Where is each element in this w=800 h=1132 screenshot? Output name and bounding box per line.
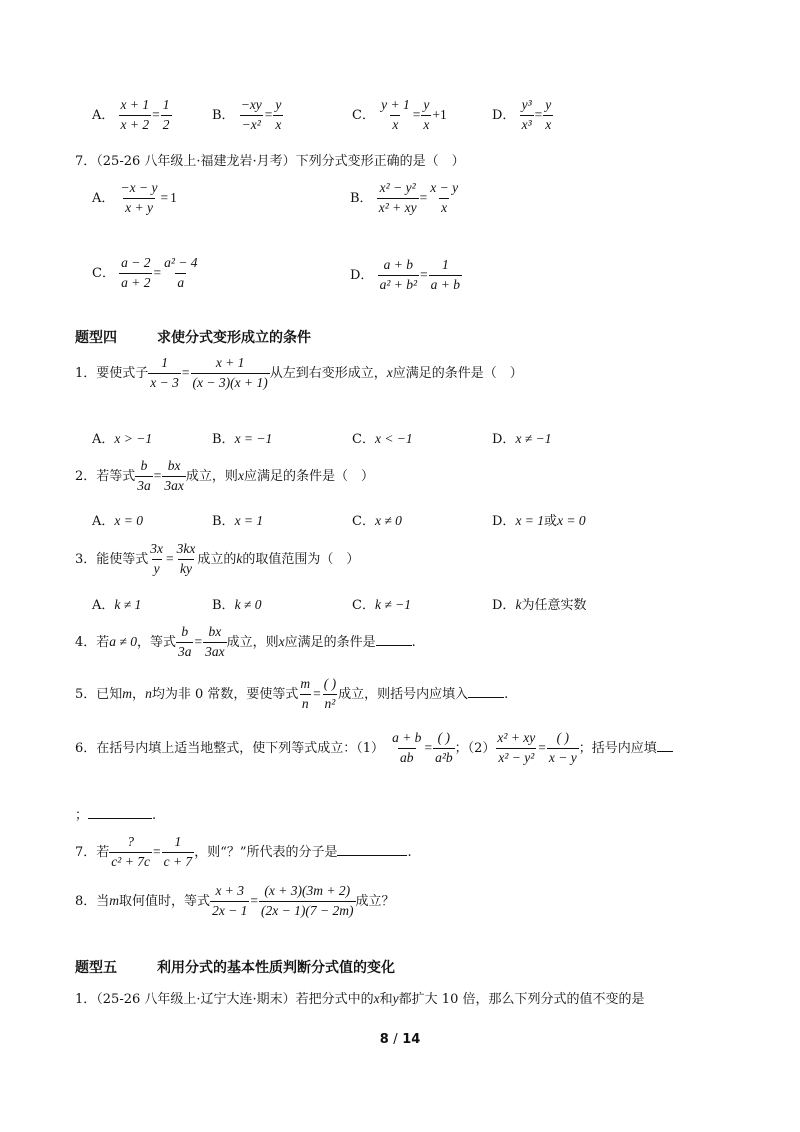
fraction: $\frac{y}{x}$ <box>545 97 552 132</box>
s4-question-1: 1．要使式子 $\frac{1}{x - 3}$ = $\frac{x + 1}{(x - 3)(x + 1)}$ 从左到右变形成立，x应满足的条件是（ ） <box>75 355 523 390</box>
answer-blank[interactable] <box>88 806 152 819</box>
fraction: $\frac{a + b}{\text{a² + b²}}$ <box>379 257 418 292</box>
fraction: $\frac{1}{c + 7}$ <box>163 834 193 869</box>
s4-question-5: 5．已知m，n均为非 0 常数，要使等式 $\frac{m}{n}$ = $\frac{( )}{\text{n²}}$ 成立，则括号内应填入 . <box>75 676 509 711</box>
question-7-stem: 7．（25-26 八年级上·福建龙岩·月考）下列分式变形正确的是（ ） <box>75 154 465 169</box>
s4q1-option-d: D．x ≠ −1 <box>492 431 552 447</box>
s4q1-option-b: B．x = −1 <box>212 431 273 447</box>
fraction: $\frac{3kx}{ky}$ <box>176 541 196 576</box>
fraction: $\frac{y}{x}$ <box>423 97 430 132</box>
s4q3-option-c: C．k ≠ −1 <box>352 597 411 613</box>
fraction: $\frac{x - y}{x}$ <box>430 180 459 215</box>
fraction: $\frac{x + 3}{2x - 1}$ <box>212 883 248 918</box>
page-number: 8 / 14 <box>379 1032 421 1047</box>
fraction: $\frac{\text{y³}}{\text{x³}}$ <box>521 97 532 132</box>
s4-question-4: 4．若a ≠ 0，等式 $\frac{b}{3a}$ = $\frac{bx}{3ax}$ 成立，则x应满足的条件是 . <box>75 624 416 659</box>
fraction: $\frac{( )}{\text{n²}}$ <box>323 676 337 711</box>
s4q2-option-d: D．x = 1或x = 0 <box>492 513 586 529</box>
answer-blank[interactable] <box>468 685 504 698</box>
q6-option-c: C． $\frac{y + 1}{x}$ = $\frac{y}{x}$ +1 <box>352 97 447 132</box>
q7-option-a: A． $\frac{-x - y}{x + y}$ = 1 <box>92 180 177 215</box>
q6-option-a: A． $\frac{x + 1}{x + 2}$ = $\frac{1}{2}$ <box>92 97 170 132</box>
s4-question-7: 7．若 $\frac{?}{\text{c² + 7c}}$ = $\frac{1}{c + 7}$ ，则“？”所代表的分子是 . <box>75 834 412 869</box>
q6-option-b: B． $\frac{-xy}{\text{−x²}}$ = $\frac{y}{x}$ <box>212 97 282 132</box>
section-heading-4: 题型四 求使分式变形成立的条件 <box>75 330 311 346</box>
fraction: $\frac{( )}{x - y}$ <box>548 730 577 765</box>
s4-question-6: 6．在括号内填上适当地整式，使下列等式成立：（1） $\frac{a + b}{ab}$ = $\frac{( )}{\text{a²b}}$ ；（2） $\frac{\text{x² + xy}}{\text{x² − y²}}$ = $\frac{( )}{x - y}$ ；括号内应填 <box>75 730 673 767</box>
s5-question-1: 1．（25-26 八年级上·辽宁大连·期末）若把分式中的x和y都扩大 10 倍，那么下列分式的值不变的是 <box>75 991 645 1007</box>
s4q1-option-a: A．x > −1 <box>92 431 153 447</box>
section-heading-5: 题型五 利用分式的基本性质判断分式值的变化 <box>75 960 395 976</box>
fraction: $\frac{a - 2}{a + 2}$ <box>121 255 151 290</box>
fraction: $\frac{b}{3a}$ <box>177 624 192 659</box>
q6-option-d: D． $\frac{\text{y³}}{\text{x³}}$ = $\frac{y}{x}$ <box>492 97 552 132</box>
q7-option-c: C． $\frac{a - 2}{a + 2}$ = $\frac{\text{a² − 4}}{a}$ <box>92 255 198 290</box>
s4q1-option-c: C．x < −1 <box>352 431 413 447</box>
s4-question-6-line2: ； . <box>75 808 157 823</box>
fraction: $\frac{bx}{3ax}$ <box>205 624 225 659</box>
fraction: $\frac{1}{2}$ <box>162 97 170 132</box>
fraction: $\frac{b}{3a}$ <box>137 458 151 493</box>
s4q3-option-a: A．k ≠ 1 <box>92 597 142 613</box>
fraction: $\frac{?}{\text{c² + 7c}}$ <box>111 834 150 869</box>
fraction: $\frac{m}{n}$ <box>300 676 311 711</box>
s4q3-option-b: B．k ≠ 0 <box>212 597 262 613</box>
answer-blank[interactable] <box>376 633 412 646</box>
fraction: $\frac{( )}{\text{a²b}}$ <box>435 730 453 765</box>
q7-option-b: B． $\frac{\text{x² − y²}}{\text{x² + xy}}$ = $\frac{x - y}{x}$ <box>350 180 459 215</box>
s4-question-8: 8．当m取何值时，等式 $\frac{x + 3}{2x - 1}$ = $\frac{(x + 3)(3m + 2)}{(2x - 1)(7 - 2m)}$ 成立？ <box>75 883 395 918</box>
fraction: $\frac{y}{x}$ <box>275 97 282 132</box>
s4q2-option-b: B．x = 1 <box>212 513 264 529</box>
answer-blank[interactable] <box>657 739 673 752</box>
fraction: $\frac{(x + 3)(3m + 2)}{(2x - 1)(7 - 2m)}$ <box>261 883 354 918</box>
fraction: $\frac{\text{x² − y²}}{\text{x² + xy}}$ <box>378 180 417 215</box>
s4q2-option-c: C．x ≠ 0 <box>352 513 402 529</box>
fraction: $\frac{\text{x² + xy}}{\text{x² − y²}}$ <box>497 730 536 765</box>
s4-question-2: 2．若等式 $\frac{b}{3a}$ = $\frac{bx}{3ax}$ 成立，则x应满足的条件是（ ） <box>75 458 374 493</box>
fraction: $\frac{bx}{3ax}$ <box>164 458 184 493</box>
fraction: $\frac{\text{a² − 4}}{a}$ <box>164 255 198 290</box>
fraction: $\frac{-xy}{\text{−x²}}$ <box>240 97 262 132</box>
fraction: $\frac{1}{a + b}$ <box>430 257 461 292</box>
fraction: $\frac{-x - y}{x + y}$ <box>120 180 158 215</box>
fraction: $\frac{a + b}{ab}$ <box>392 730 422 765</box>
fraction: $\frac{3x}{y}$ <box>150 541 164 576</box>
fraction: $\frac{1}{x - 3}$ <box>150 355 179 390</box>
fraction: $\frac{y + 1}{x}$ <box>381 97 410 132</box>
s4q2-option-a: A．x = 0 <box>92 513 143 529</box>
q7-option-d: D． $\frac{a + b}{\text{a² + b²}}$ = $\frac{1}{a + b}$ <box>350 257 461 292</box>
s4-question-3: 3．能使等式 $\frac{3x}{y}$ = $\frac{3kx}{ky}$ 成立的k的取值范围为（ ） <box>75 541 360 576</box>
fraction: $\frac{x + 1}{x + 2}$ <box>120 97 150 132</box>
fraction: $\frac{x + 1}{(x - 3)(x + 1)}$ <box>192 355 268 390</box>
answer-blank[interactable] <box>337 843 407 856</box>
s4q3-option-d: D．k为任意实数 <box>492 597 587 613</box>
